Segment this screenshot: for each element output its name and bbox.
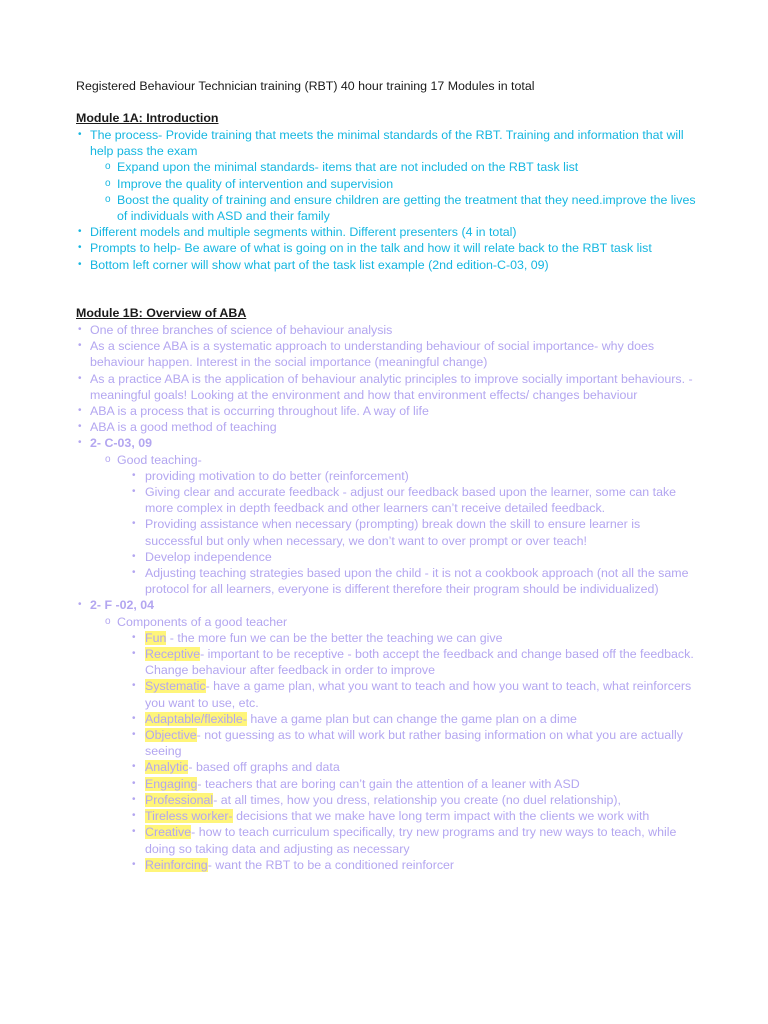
list-item xyxy=(0,565,700,597)
highlighted-term: Adaptable/flexible- xyxy=(145,711,247,726)
list-item-text: Bottom left corner will show what part of the task list example (2nd edition-C-03, 09) xyxy=(90,257,549,272)
list-item xyxy=(0,824,700,856)
list-item xyxy=(0,678,700,710)
list-item xyxy=(0,468,700,484)
list-item-text: Good teaching- xyxy=(117,452,202,467)
sub-bullet-icon: o xyxy=(105,453,111,465)
bullet-icon: • xyxy=(132,826,136,838)
list-item xyxy=(0,711,700,727)
highlighted-term: Reinforcing xyxy=(145,857,208,872)
bullet-icon: • xyxy=(78,258,82,270)
list-item xyxy=(0,240,700,256)
list-item xyxy=(0,597,700,613)
list-item-text: have a game plan but can change the game plan on a dime xyxy=(246,711,577,726)
bullet-icon: • xyxy=(78,599,82,611)
list-item-text: As a practice ABA is the application of behaviour analytic principles to improve socially important behaviours. - meaningful goals! Looking at the environment and how that environment effects/ changes behaviour xyxy=(90,371,693,402)
list-item xyxy=(0,224,700,240)
sub-bullet-icon: o xyxy=(105,615,111,627)
bullet-icon: • xyxy=(132,518,136,530)
list-item xyxy=(0,192,700,224)
sub-bullet-icon: o xyxy=(105,193,111,205)
list-item-text: - important to be receptive - both accept the feedback and change based off the feedback. Change behaviour after feedback in order to improve xyxy=(145,647,694,678)
list-item-text: Prompts to help- Be aware of what is going on in the talk and how it will relate back to the RBT task list xyxy=(90,241,652,256)
list-item-text: Boost the quality of training and ensure children are getting the treatment that they need.improve the lives of individuals with ASD and their family xyxy=(117,192,696,224)
bullet-icon: • xyxy=(132,761,136,773)
highlighted-term: Fun xyxy=(145,630,167,645)
bullet-icon: • xyxy=(132,810,136,822)
list-item-text: ABA is a good method of teaching xyxy=(90,420,277,435)
highlighted-term: Professional xyxy=(145,792,214,807)
list-item-text: - not guessing as to what will work but rather basing information on what you are actually seeing xyxy=(145,728,683,759)
list-item-text: Expand upon the minimal standards- items that are not included on the RBT task list xyxy=(117,160,579,175)
list-item xyxy=(0,257,700,273)
list-item xyxy=(0,857,700,873)
section-code: 2- C-03, 09 xyxy=(90,436,152,451)
list-item-text: Adjusting teaching strategies based upon the child - it is not a cookbook approach (not all the same protocol for all learners, everyone is different therefore their program should be individualized) xyxy=(145,566,689,597)
highlighted-term: Tireless worker- xyxy=(145,809,233,824)
bullet-icon: • xyxy=(132,729,136,741)
list-item-text: - teachers that are boring can’t gain the attention of a leaner with ASD xyxy=(197,776,580,791)
list-item-text: providing motivation to do better (reinforcement) xyxy=(145,468,409,483)
list-item xyxy=(0,646,700,678)
highlighted-term: Engaging xyxy=(145,776,198,791)
module-1a-heading: Module 1A: Introduction xyxy=(76,111,219,125)
list-item xyxy=(0,516,700,548)
sub-bullet-icon: o xyxy=(105,177,111,189)
bullet-icon: • xyxy=(78,242,82,254)
list-item xyxy=(0,792,700,808)
bullet-icon: • xyxy=(78,372,82,384)
list-item-text: - have a game plan, what you want to teach and how you want to teach, what reinforcers you want to use, etc. xyxy=(145,679,692,710)
list-item-text: - the more fun we can be the better the teaching we can give xyxy=(166,630,503,645)
bullet-icon: • xyxy=(132,712,136,724)
document-title: Registered Behaviour Technician training (RBT) 40 hour training 17 Modules in total xyxy=(76,79,535,93)
module-1b-list xyxy=(0,322,768,873)
bullet-icon: • xyxy=(132,680,136,692)
highlighted-term: Systematic xyxy=(145,679,206,694)
bullet-icon: • xyxy=(78,405,82,417)
highlighted-term: Creative xyxy=(145,825,192,840)
bullet-icon: • xyxy=(132,567,136,579)
list-item-text: Providing assistance when necessary (prompting) break down the skill to ensure learner is successful but only when necessary, we don’t want to over prompt or over teach! xyxy=(145,517,641,548)
bullet-icon: • xyxy=(78,437,82,449)
bullet-icon: • xyxy=(132,486,136,498)
list-item-text: One of three branches of science of behaviour analysis xyxy=(90,323,393,337)
bullet-icon: • xyxy=(132,631,136,643)
list-item-text: Improve the quality of intervention and supervision xyxy=(117,176,394,191)
bullet-icon: • xyxy=(78,340,82,352)
module-1b-heading: Module 1B: Overview of ABA xyxy=(76,306,247,320)
highlighted-term: Objective xyxy=(145,728,197,743)
section-code: 2- F -02, 04 xyxy=(90,598,155,613)
list-item xyxy=(0,727,700,759)
highlighted-term: Receptive xyxy=(145,647,201,662)
module-1a-list xyxy=(0,127,768,273)
list-item-text: ABA is a process that is occurring throughout life. A way of life xyxy=(90,404,429,419)
list-item-text: decisions that we make have long term impact with the clients we work with xyxy=(232,809,650,824)
list-item-text: - want the RBT to be a conditioned reinforcer xyxy=(207,857,455,872)
list-item-text: - how to teach curriculum specifically, try new programs and try new ways to teach, while doing so taking data and adjusting as necessary xyxy=(145,825,677,856)
list-item-text: Giving clear and accurate feedback - adjust our feedback based upon the learner, some can take more complex in depth feedback and other learners can’t receive detailed feedback. xyxy=(145,485,677,516)
bullet-icon: • xyxy=(78,421,82,433)
bullet-icon: • xyxy=(78,129,82,140)
bullet-icon: • xyxy=(132,793,136,805)
list-item xyxy=(0,176,700,192)
list-item xyxy=(0,484,700,516)
list-item-text: As a science ABA is a systematic approach to understanding behaviour of social importance- why does behaviour happen. Interest in the social importance (meaningful change) xyxy=(90,339,655,370)
list-item xyxy=(0,549,700,565)
sub-bullet-icon: o xyxy=(105,161,111,173)
bullet-icon: • xyxy=(132,550,136,562)
list-item xyxy=(0,808,700,824)
list-item xyxy=(0,403,700,419)
list-item xyxy=(0,614,700,630)
list-item-text: Different models and multiple segments within. Different presenters (4 in total) xyxy=(90,225,517,240)
bullet-icon: • xyxy=(78,324,82,335)
list-item-text: Components of a good teacher xyxy=(117,614,288,629)
list-item xyxy=(0,435,700,451)
list-item xyxy=(0,419,700,435)
list-item-text: - based off graphs and data xyxy=(188,760,340,775)
bullet-icon: • xyxy=(78,226,82,238)
list-item-text: The process- Provide training that meets the minimal standards of the RBT. Training and information that will help pass the exam xyxy=(90,128,684,159)
list-item xyxy=(0,759,700,775)
list-item xyxy=(0,630,700,646)
list-item xyxy=(0,127,700,159)
list-item xyxy=(0,322,700,338)
list-item xyxy=(0,371,700,403)
list-item xyxy=(0,452,700,468)
list-item-text: - at all times, how you dress, relationship you create (no duel relationship), xyxy=(213,792,621,807)
list-item xyxy=(0,776,700,792)
bullet-icon: • xyxy=(132,858,136,870)
list-item-text: Develop independence xyxy=(145,549,272,564)
list-item xyxy=(0,159,700,175)
bullet-icon: • xyxy=(132,469,136,481)
highlighted-term: Analytic xyxy=(145,760,189,775)
bullet-icon: • xyxy=(132,648,136,660)
bullet-icon: • xyxy=(132,777,136,789)
list-item xyxy=(0,338,700,370)
